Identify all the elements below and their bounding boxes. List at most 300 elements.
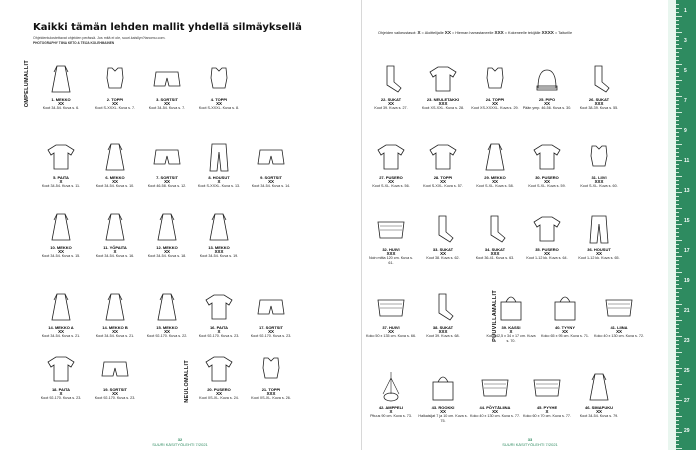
pattern-difficulty: XX [216, 391, 222, 396]
ruler-tick [676, 192, 682, 193]
difficulty-legend [378, 30, 572, 35]
ruler-tick [676, 28, 679, 29]
ruler-tick [676, 36, 679, 37]
pattern-sizes: Koot 34-54. Kuva s. 6. [42, 106, 80, 110]
legend-prefix: Ohjeiden vaikeustasot: [378, 31, 417, 35]
pattern-item[interactable] [246, 290, 296, 339]
garment-illustration [530, 370, 564, 404]
garment-illustration [150, 140, 184, 174]
pattern-item[interactable] [522, 212, 572, 261]
pattern-difficulty: XX [616, 329, 622, 334]
pattern-difficulty: XXX [438, 101, 448, 106]
ruler-tick [676, 12, 679, 13]
ruler-number: 15 [684, 218, 690, 224]
pattern-item[interactable] [142, 62, 192, 111]
ruler-tick [676, 40, 679, 41]
pattern-item[interactable] [36, 210, 86, 259]
pattern-item[interactable] [540, 290, 590, 339]
pattern-name: 42. AMPPELI [378, 405, 404, 410]
pattern-item[interactable] [418, 290, 468, 339]
pattern-difficulty: XX [58, 249, 64, 254]
ruler-tick [676, 96, 682, 97]
pattern-item[interactable] [366, 140, 416, 189]
ruler-tick [676, 264, 679, 265]
ruler-tick [676, 148, 679, 149]
legend-text: = Kokeneelle tekijälle [504, 31, 541, 35]
garment-illustration [426, 290, 460, 324]
ruler-tick [676, 108, 679, 109]
garment-illustration [478, 62, 512, 96]
ruler-tick [676, 168, 679, 169]
pattern-sizes: Koot 92-170. Kuva s. 23. [94, 396, 136, 400]
pattern-name: 21. TOPPI [261, 387, 281, 392]
pattern-sizes: Koot 34-54. Kuva s. 7. [148, 106, 186, 110]
garment-illustration [530, 140, 564, 174]
pattern-difficulty: XX [388, 101, 394, 106]
pattern-difficulty: XX [440, 409, 446, 414]
ruler-tick [676, 428, 679, 429]
pattern-difficulty: X [113, 249, 117, 254]
pattern-sizes: Koot S-XL. Kuva s. 59. [528, 184, 566, 188]
pattern-sizes: Koot XS-XXL. Kuva s. 28. [421, 106, 465, 110]
left-footer [150, 437, 210, 447]
pattern-sizes: Koot 34-54. Kuva s. 10. [95, 184, 135, 188]
ruler-tick [676, 432, 682, 433]
pattern-sizes: Koko 60 x 70 cm. Kuva s. 77. [523, 414, 571, 418]
pattern-difficulty: XXX [214, 249, 224, 254]
ruler-tick [676, 384, 682, 385]
pattern-name: 28. TOPPI [433, 175, 453, 180]
ruler-tick [676, 156, 679, 157]
left-footer-text: SUURI KÄSITYÖLEHTI 7/2021 [152, 442, 208, 447]
ruler-edge [668, 0, 676, 450]
pattern-sizes: Koot 34-54. Kuva s. 19. [199, 254, 239, 258]
pattern-item[interactable] [418, 370, 468, 423]
ruler-tick [676, 64, 682, 65]
left-page-number: 32 [177, 437, 183, 442]
ruler-tick [676, 184, 679, 185]
ruler-tick [676, 436, 679, 437]
pattern-item[interactable] [470, 212, 520, 261]
pattern-item[interactable] [366, 212, 416, 265]
ruler-number: 5 [684, 68, 687, 74]
ruler-tick [676, 104, 679, 105]
pattern-name: 34. SUKAT [484, 247, 506, 252]
ruler-tick [676, 48, 682, 49]
pattern-sizes: Koko 40 x 130 cm. Kuva s. 72. [594, 334, 645, 338]
ruler-tick [676, 320, 682, 321]
pattern-sizes: Koot S-XL. Kuva s. 56. [372, 184, 410, 188]
section-label-neulomallit: NEULOMALLIT [184, 360, 190, 403]
pattern-item[interactable] [574, 370, 624, 419]
ruler-tick [676, 84, 679, 85]
pattern-item[interactable] [418, 140, 468, 189]
ruler-tick [676, 448, 682, 449]
garment-illustration [582, 140, 616, 174]
legend-mark: XX [444, 30, 451, 35]
garment-illustration [494, 290, 528, 324]
ruler-tick [676, 20, 679, 21]
pattern-difficulty: XX [562, 329, 568, 334]
ruler-tick [676, 68, 679, 69]
pattern-sizes: Koot 34-54. Kuva s. 21. [95, 334, 135, 338]
garment-illustration [582, 62, 616, 96]
garment-illustration [374, 62, 408, 96]
ruler-tick [676, 144, 682, 145]
garment-illustration [202, 210, 236, 244]
ruler-tick [676, 120, 679, 121]
pattern-name: 43. ROOKKI [431, 405, 455, 410]
pattern-item[interactable] [574, 212, 624, 261]
pattern-difficulty: XX [164, 179, 170, 184]
pattern-sizes: Koot 34-54. Kuva s. 15. [41, 254, 81, 258]
ruler-tick [676, 256, 682, 257]
pattern-name: 3. SORTSIT [156, 97, 178, 102]
pattern-difficulty: XX [268, 329, 274, 334]
pattern-sizes: Koot 92-170. Kuva s. 23. [198, 334, 240, 338]
ruler-tick [676, 80, 682, 81]
pattern-item[interactable] [90, 290, 140, 339]
pattern-name: 6. MEKKO [105, 175, 125, 180]
ruler-tick [676, 356, 679, 357]
ruler-tick [676, 396, 679, 397]
ruler-tick [676, 172, 679, 173]
ruler-tick [676, 280, 679, 281]
ruler-tick [676, 132, 679, 133]
ruler-number: 1 [684, 8, 687, 14]
section-label-puuvillamallit: PUUVILLAMALLIT [492, 290, 498, 342]
pattern-difficulty: XX [596, 409, 602, 414]
pattern-name: 18. PAITA [51, 387, 71, 392]
ruler-tick [676, 200, 679, 201]
ruler-tick [676, 328, 679, 329]
garment-illustration [374, 370, 408, 404]
pattern-sizes: Koot 34-54. Kuva s. 21. [41, 334, 81, 338]
pattern-difficulty: XX [492, 101, 498, 106]
pattern-name: 4. TOPPI [210, 97, 228, 102]
ruler-tick [676, 392, 679, 393]
ruler-tick [676, 196, 679, 197]
pattern-item[interactable] [486, 290, 536, 343]
pattern-item[interactable] [522, 62, 572, 111]
ruler-tick [676, 344, 679, 345]
pattern-item[interactable] [90, 210, 140, 259]
ruler-tick [676, 420, 679, 421]
pattern-name: 7. SORTSIT [156, 175, 178, 180]
ruler-tick [676, 380, 679, 381]
garment-illustration [374, 290, 408, 324]
garment-illustration [426, 62, 460, 96]
pattern-difficulty: XX [388, 179, 394, 184]
garment-illustration [530, 212, 564, 246]
ruler-tick [676, 348, 679, 349]
ruler-tick [676, 4, 679, 5]
ruler-tick [676, 220, 679, 221]
pattern-sizes: Koot XS-XL. Kuva s. 24. [199, 396, 239, 400]
pattern-name: 1. MEKKO [51, 97, 71, 102]
ruler-tick [676, 400, 682, 401]
ruler-tick [676, 364, 679, 365]
pattern-sizes: Koko 40 x 130 cm. Kuva s. 77. [470, 414, 521, 418]
pattern-sizes: Koot 92-170. Kuva s. 23. [250, 334, 292, 338]
ruler-tick [676, 224, 682, 225]
pattern-sizes: Koot S-XL. Kuva s. 60. [580, 184, 618, 188]
legend-mark: XXX [494, 30, 504, 35]
pattern-difficulty: X [217, 329, 221, 334]
garment-illustration [374, 140, 408, 174]
ruler-number: 23 [684, 338, 690, 344]
ruler-tick [676, 32, 682, 33]
pattern-name: 20. PUSERO [207, 387, 231, 392]
ruler-tick [676, 112, 682, 113]
pattern-name: 11. YÖPAITA [103, 245, 127, 250]
pattern-item[interactable] [594, 290, 644, 339]
ruler-number: 7 [684, 98, 687, 104]
pattern-name: 12. MEKKO [156, 245, 178, 250]
pattern-sizes: Koot S-XXXL. Kuva s. 7. [94, 106, 136, 110]
pattern-difficulty: X [545, 409, 549, 414]
pattern-name: 9. SORTSIT [260, 175, 282, 180]
pattern-name: 39. KASSI [501, 325, 521, 330]
right-footer-text: SUURI KÄSITYÖLEHTI 7/2021 [502, 442, 558, 447]
garment-illustration [44, 140, 78, 174]
pattern-difficulty: XX [440, 179, 446, 184]
ruler-tick [676, 300, 679, 301]
pattern-item[interactable] [142, 140, 192, 189]
pattern-name: 15. MEKKO [156, 325, 178, 330]
ruler-tick [676, 228, 679, 229]
garment-illustration [202, 352, 236, 386]
ruler-tick [676, 16, 682, 17]
ruler-tick [676, 388, 679, 389]
pattern-name: 8. HOUSUT [208, 175, 230, 180]
pattern-name: 33. SUKAT [432, 247, 454, 252]
legend-text: = Aloittelijalle [421, 31, 444, 35]
pattern-item[interactable] [246, 140, 296, 189]
ruler-tick [676, 88, 679, 89]
pattern-name: 2. TOPPI [106, 97, 124, 102]
ruler-tick [676, 100, 679, 101]
pattern-sizes: Koot 92-170. Kuva s. 22. [146, 334, 188, 338]
ruler-tick [676, 180, 679, 181]
pattern-name: 36. HOUSUT [587, 247, 611, 252]
pattern-item[interactable] [246, 352, 296, 401]
ruler-tick [676, 124, 679, 125]
pattern-sizes: Halkaisijat 7 ja 10 cm. Kuva s. 75. [418, 414, 468, 423]
ruler-tick [676, 252, 679, 253]
pattern-name: 22. SUKAT [380, 97, 402, 102]
pattern-item[interactable] [142, 290, 192, 339]
pattern-difficulty: XX [112, 329, 118, 334]
ruler-tick [676, 204, 679, 205]
ruler-tick [676, 56, 679, 57]
pattern-item[interactable] [194, 210, 244, 259]
garment-illustration [150, 290, 184, 324]
pattern-difficulty: XX [268, 179, 274, 184]
pattern-sizes: Koko 65 x 95 cm. Kuva s. 71. [541, 334, 589, 338]
pattern-name: 40. TYYNY [554, 325, 575, 330]
garment-illustration [254, 290, 288, 324]
ruler-tick [676, 372, 679, 373]
ruler-tick [676, 152, 679, 153]
garment-illustration [582, 212, 616, 246]
ruler-tick [676, 52, 679, 53]
pattern-difficulty: XX [164, 249, 170, 254]
ruler-tick [676, 72, 679, 73]
garment-illustration [98, 140, 132, 174]
ruler-tick [676, 268, 679, 269]
pattern-item[interactable] [470, 370, 520, 419]
legend-mark: XXXX [541, 30, 554, 35]
ruler-number: 25 [684, 368, 690, 374]
pattern-sizes: Koot 34-54. Kuva s. 18. [147, 254, 187, 258]
pattern-item[interactable] [194, 62, 244, 111]
pattern-item[interactable] [142, 210, 192, 259]
pattern-name: 23. NEULETAKKI [426, 97, 460, 102]
pattern-item[interactable] [418, 62, 468, 111]
pattern-item[interactable] [470, 62, 520, 111]
ruler-tick [676, 440, 679, 441]
ruler-tick [676, 260, 679, 261]
ruler-tick [676, 116, 679, 117]
pattern-item[interactable] [194, 352, 244, 401]
pattern-item[interactable] [194, 140, 244, 189]
pattern-item[interactable] [194, 290, 244, 339]
pattern-difficulty: XX [388, 329, 394, 334]
pattern-item[interactable] [366, 290, 416, 339]
page-subtitle [33, 36, 165, 46]
pattern-difficulty: XX [492, 409, 498, 414]
garment-illustration [602, 290, 636, 324]
pattern-difficulty: XXX [594, 179, 604, 184]
pattern-item[interactable] [522, 140, 572, 189]
ruler-tick [676, 188, 679, 189]
pattern-item[interactable] [90, 140, 140, 189]
ruler-tick [676, 324, 679, 325]
legend-mark: X [417, 30, 421, 35]
pattern-difficulty: XX [440, 251, 446, 256]
pattern-difficulty: XX [492, 179, 498, 184]
garment-illustration [98, 62, 132, 96]
pattern-difficulty: X [389, 409, 393, 414]
pattern-item[interactable] [366, 62, 416, 111]
garment-illustration [202, 140, 236, 174]
pattern-difficulty: XXX [490, 251, 500, 256]
pattern-difficulty: XX [58, 329, 64, 334]
ruler-tick [676, 212, 679, 213]
pattern-item[interactable] [366, 370, 416, 419]
pattern-difficulty: XX [544, 179, 550, 184]
garment-illustration [202, 62, 236, 96]
garment-illustration [44, 290, 78, 324]
pattern-item[interactable] [36, 290, 86, 339]
ruler-tick [676, 276, 679, 277]
pattern-name: 16. PAITA [209, 325, 229, 330]
pattern-name: 32. HUIVI [382, 247, 400, 252]
pattern-item[interactable] [90, 352, 140, 401]
ruler-number: 19 [684, 278, 690, 284]
pattern-sizes: Koot S-XXXL. Kuva s. 13. [197, 184, 241, 188]
ruler-tick [676, 240, 682, 241]
pattern-sizes: Koot 38-39. Kuva s. 55. [579, 106, 619, 110]
pattern-name: 29. MEKKO [484, 175, 506, 180]
pattern-difficulty: XXX [438, 329, 448, 334]
ruler-tick [676, 160, 682, 161]
pattern-name: 41. LIINA [610, 325, 628, 330]
pattern-name: 19. SORTSIT [102, 387, 127, 392]
pattern-difficulty: XXX [594, 101, 604, 106]
ruler-tick [676, 216, 679, 217]
pattern-name: 46. SIMAPUKU [584, 405, 613, 410]
pattern-item[interactable] [36, 62, 86, 111]
subtitle-credits: PHOTOGRAPHY TIINA KETO & TEIJA KOLEHMAINEN [33, 41, 115, 45]
pattern-item[interactable] [36, 140, 86, 189]
ruler-number: 27 [684, 398, 690, 404]
ruler-tick [676, 244, 679, 245]
pattern-sizes: Koko 42,5 x 34 x 17 cm. Kuva s. 70. [486, 334, 536, 343]
pattern-item[interactable] [36, 352, 86, 401]
garment-illustration [98, 210, 132, 244]
pattern-name: 13. MEKKO [208, 245, 230, 250]
pattern-item[interactable] [418, 212, 468, 261]
right-footer [500, 437, 560, 447]
ruler-tick [676, 128, 682, 129]
pattern-item[interactable] [574, 140, 624, 189]
ruler-tick [676, 24, 679, 25]
ruler-tick [676, 76, 679, 77]
ruler-tick [676, 60, 679, 61]
pattern-name: 17. SORTSIT [258, 325, 283, 330]
ruler-tick [676, 332, 679, 333]
garment-illustration [478, 140, 512, 174]
pattern-difficulty: XX [544, 251, 550, 256]
pattern-name: 25. PIPO [538, 97, 556, 102]
pattern-item[interactable] [90, 62, 140, 111]
pattern-name: 31. LIIVI [591, 175, 607, 180]
pattern-name: 37. HUIVI [382, 325, 400, 330]
pattern-item[interactable] [574, 62, 624, 111]
right-page-number: 33 [527, 437, 533, 442]
section-label-ompelumallit: OMPELUMALLIT [24, 60, 30, 108]
garment-illustration [548, 290, 582, 324]
garment-illustration [98, 352, 132, 386]
ruler-tick [676, 272, 682, 273]
pattern-sizes: Koot S-XXL. Kuva s. 57. [423, 184, 463, 188]
ruler-tick [676, 176, 682, 177]
ruler-tick [676, 312, 679, 313]
ruler-tick [676, 8, 679, 9]
garment-illustration [202, 290, 236, 324]
pattern-item[interactable] [522, 370, 572, 419]
pattern-sizes: Koot 34-54. Kuva s. 11. [41, 184, 81, 188]
ruler-tick [676, 248, 679, 249]
pattern-item[interactable] [470, 140, 520, 189]
pattern-sizes: Koot 46-58. Kuva s. 12. [147, 184, 187, 188]
pattern-sizes: Koko 50 x 135 cm. Kuva s. 66. [366, 334, 417, 338]
ruler-tick [676, 368, 682, 369]
ruler-tick [676, 416, 682, 417]
pattern-name: 27. PUSERO [379, 175, 403, 180]
ruler-number: 13 [684, 188, 690, 194]
garment-illustration [582, 370, 616, 404]
page-gutter [361, 0, 362, 450]
ruler-tick [676, 444, 679, 445]
pattern-difficulty: X [59, 179, 63, 184]
pattern-difficulty: XX [544, 101, 550, 106]
garment-illustration [426, 370, 460, 404]
ruler-tick [676, 404, 679, 405]
pattern-sizes: Noin mitta 120 cm. Kuva s. 61. [368, 256, 414, 265]
